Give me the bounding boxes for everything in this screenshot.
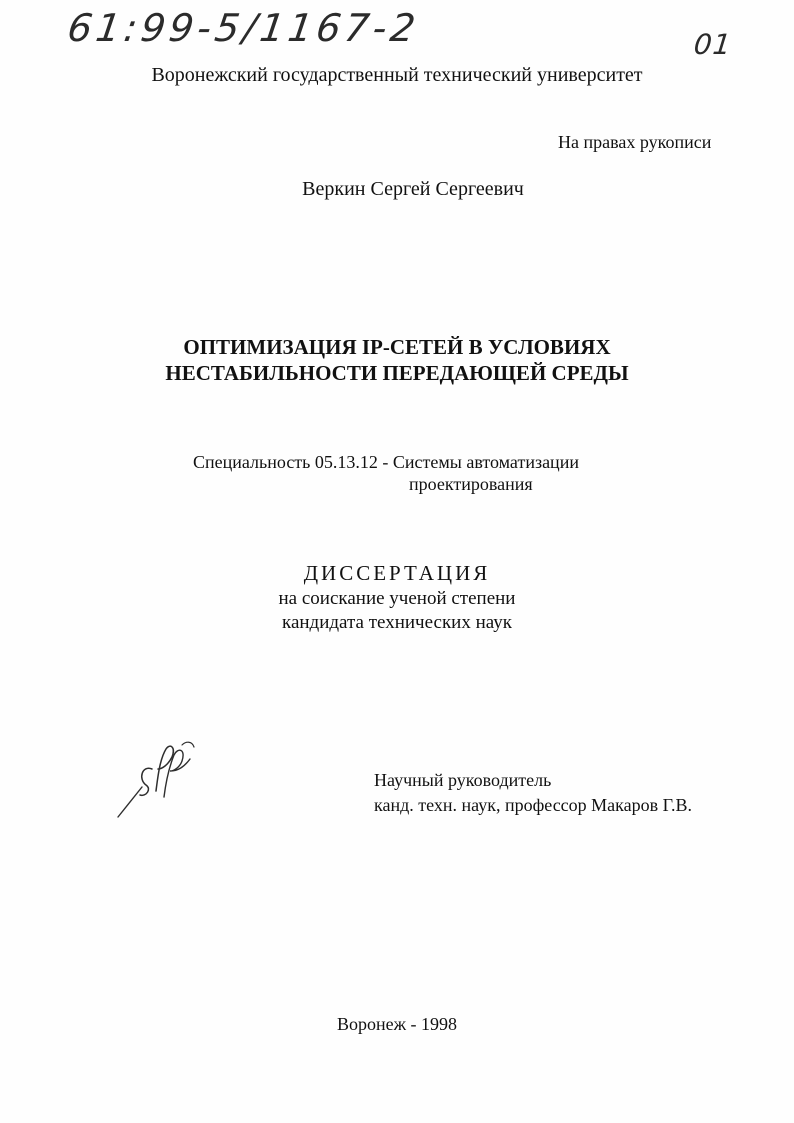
dissertation-title-line-2: НЕСТАБИЛЬНОСТИ ПЕРЕДАЮЩЕЙ СРЕДЫ: [165, 361, 629, 385]
degree-line-1: на соискание ученой степени: [278, 588, 516, 609]
handwritten-sheet-number: 01: [692, 28, 734, 61]
degree-line-2: кандидата технических наук: [282, 612, 512, 633]
city-year: Воронеж - 1998: [336, 1014, 458, 1034]
author-name: Веркин Сергей Сергеевич: [302, 178, 524, 200]
university-name: Воронежский государственный технический университет: [151, 64, 643, 86]
supervisor-label: Научный руководитель: [374, 770, 552, 790]
handwritten-catalog-number: 61:99-5/1167-2: [64, 6, 422, 50]
dissertation-title-line-1: ОПТИМИЗАЦИЯ IP-СЕТЕЙ В УСЛОВИЯХ: [183, 335, 611, 359]
rights-note: На правах рукописи: [558, 132, 712, 152]
specialty-line-2: проектирования: [409, 474, 533, 494]
dissertation-heading: ДИССЕРТАЦИЯ: [303, 561, 491, 585]
specialty-line-1: Специальность 05.13.12 - Системы автоматизации: [193, 452, 579, 472]
supervisor-details: канд. техн. наук, профессор Макаров Г.В.: [374, 795, 693, 815]
signature-mark: [112, 735, 198, 821]
